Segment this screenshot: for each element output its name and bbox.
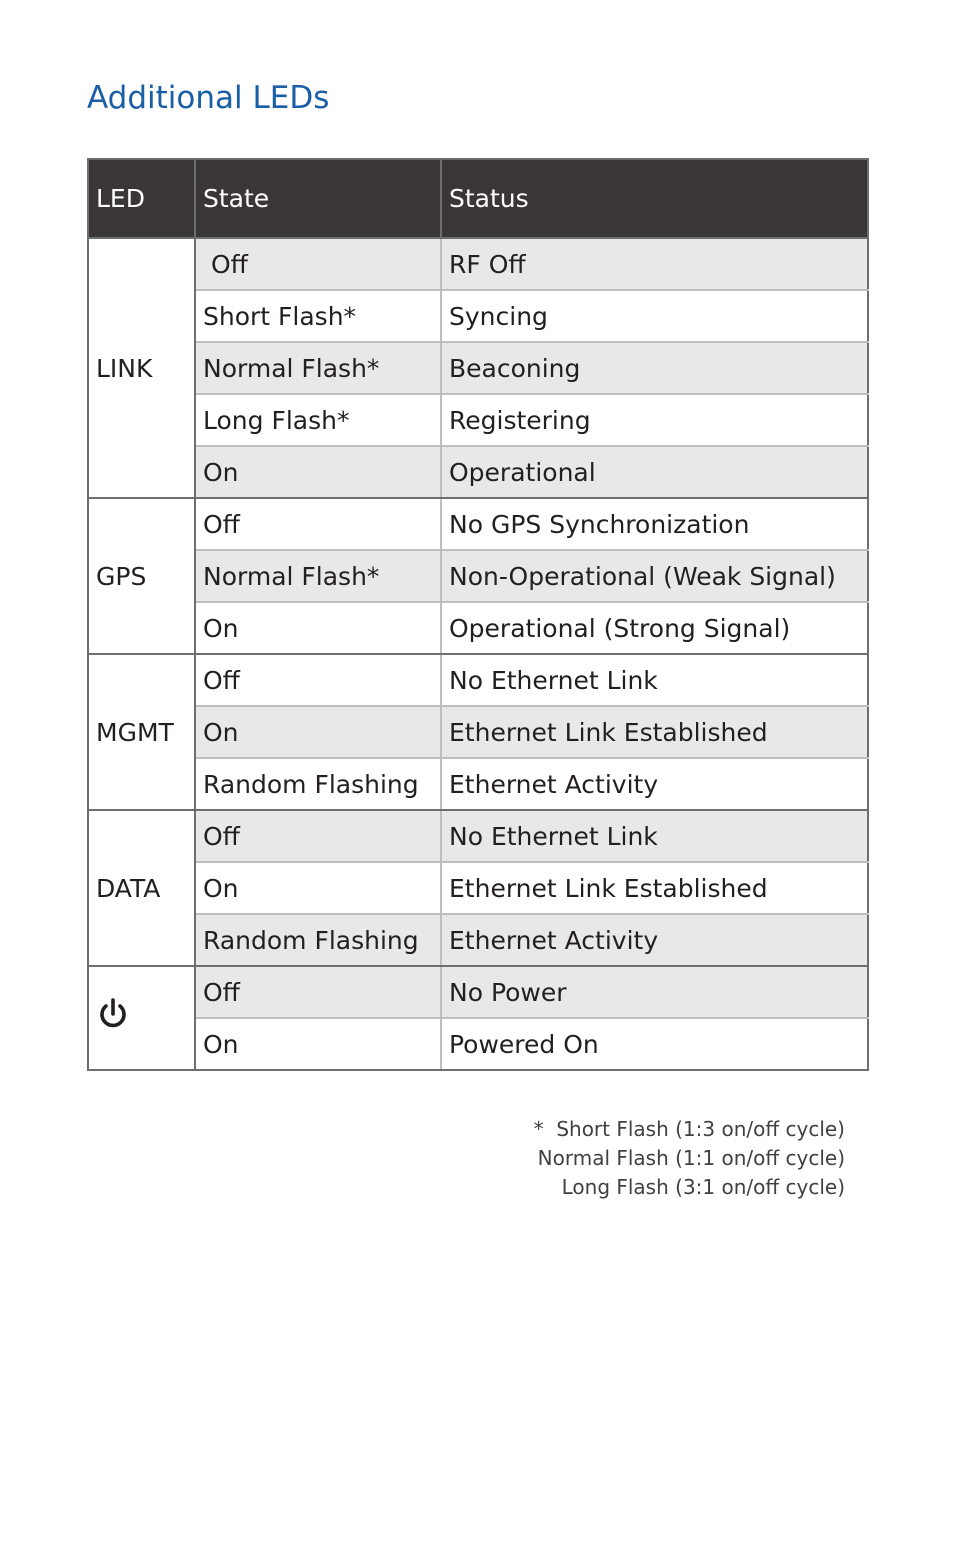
table-row [88, 394, 868, 446]
state-cell: Off [195, 654, 441, 706]
state-cell: On [195, 602, 441, 654]
led-name-power [88, 966, 195, 1070]
state-cell: On [195, 446, 441, 498]
state-cell: Off [195, 810, 441, 862]
table-row [88, 862, 868, 914]
state-cell: Off [195, 966, 441, 1018]
status-cell: Operational [441, 446, 868, 498]
status-cell: No GPS Synchronization [441, 498, 868, 550]
state-cell: Off [195, 498, 441, 550]
state-cell: Random Flashing [195, 914, 441, 966]
page-title: Additional LEDs [87, 80, 330, 116]
table-row [88, 550, 868, 602]
status-cell: Non-Operational (Weak Signal) [441, 550, 868, 602]
state-cell: Normal Flash* [195, 342, 441, 394]
status-cell: Registering [441, 394, 868, 446]
table-row [88, 914, 868, 966]
header-row [88, 159, 868, 238]
state-cell: Short Flash* [195, 290, 441, 342]
footnote [534, 1115, 845, 1202]
table-header [88, 159, 868, 238]
status-cell: No Ethernet Link [441, 654, 868, 706]
table-row [88, 758, 868, 810]
status-cell: Ethernet Link Established [441, 862, 868, 914]
table-row [88, 238, 868, 290]
table-row [88, 1018, 868, 1070]
table-row [88, 498, 868, 550]
footnote-line-normal-flash: Normal Flash (1:1 on/off cycle) [537, 1146, 845, 1170]
status-cell: No Ethernet Link [441, 810, 868, 862]
table-body [88, 238, 868, 1070]
table-row [88, 706, 868, 758]
led-name-mgmt: MGMT [88, 654, 195, 810]
led-name-link: LINK [88, 238, 195, 498]
status-cell: Ethernet Activity [441, 758, 868, 810]
state-cell: Random Flashing [195, 758, 441, 810]
state-cell: On [195, 862, 441, 914]
status-cell: RF Off [441, 238, 868, 290]
status-cell: No Power [441, 966, 868, 1018]
led-name-gps: GPS [88, 498, 195, 654]
power-icon [96, 996, 130, 1040]
footnote-line-short-flash: * Short Flash (1:3 on/off cycle) [533, 1117, 845, 1141]
table-row [88, 810, 868, 862]
state-cell: On [195, 1018, 441, 1070]
header-state: State [195, 159, 441, 238]
state-cell: On [195, 706, 441, 758]
led-table [87, 158, 869, 1071]
status-cell: Syncing [441, 290, 868, 342]
footnote-line-long-flash: Long Flash (3:1 on/off cycle) [561, 1175, 845, 1199]
state-cell: Long Flash* [195, 394, 441, 446]
table-row [88, 290, 868, 342]
status-cell: Ethernet Activity [441, 914, 868, 966]
header-status: Status [441, 159, 868, 238]
table-row [88, 654, 868, 706]
state-cell: Off [195, 238, 441, 290]
status-cell: Operational (Strong Signal) [441, 602, 868, 654]
table-row [88, 966, 868, 1018]
state-cell: Normal Flash* [195, 550, 441, 602]
status-cell: Beaconing [441, 342, 868, 394]
status-cell: Ethernet Link Established [441, 706, 868, 758]
status-cell: Powered On [441, 1018, 868, 1070]
header-led: LED [88, 159, 195, 238]
table-row [88, 342, 868, 394]
table-row [88, 446, 868, 498]
led-name-data: DATA [88, 810, 195, 966]
table-row [88, 602, 868, 654]
